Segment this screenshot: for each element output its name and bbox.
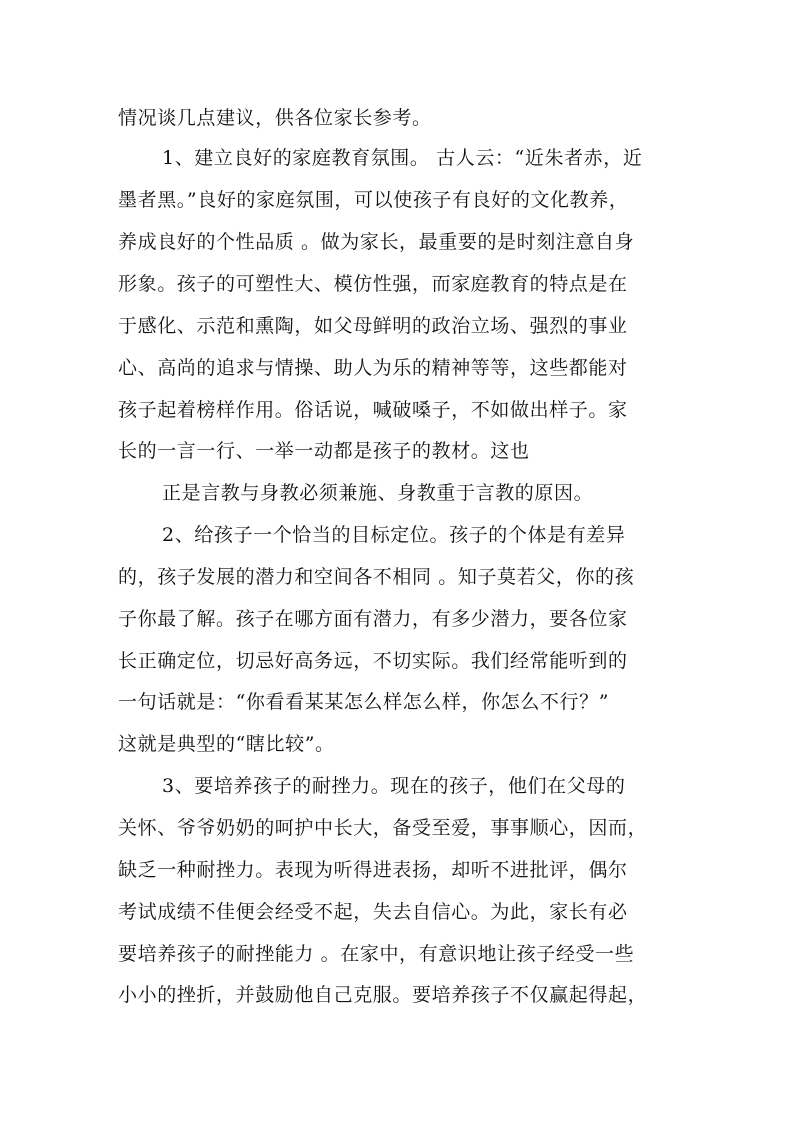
text-line-14: 长正确定位，切忌好高务远，不切实际。我们经常能听到的 <box>118 650 628 672</box>
text-line-21: 要培养孩子的耐挫能力 。在家中，有意识地让孩子经受一些 <box>118 943 635 965</box>
text-line-17: 3、要培养孩子的耐挫力。现在的孩子，他们在父母的 <box>162 775 626 797</box>
text-line-10: 正是言教与身教必须兼施、身教重于言教的原因。 <box>162 482 594 504</box>
text-line-8: 孩子起着榜样作用。俗话说，喊破嗓子，不如做出样子。家 <box>118 399 628 421</box>
text-line-12: 的，孩子发展的潜力和空间各不相同 。知子莫若父，你的孩 <box>118 566 635 588</box>
text-line-19: 缺乏一种耐挫力。表现为听得进表扬，却听不进批评，偶尔 <box>118 859 628 881</box>
text-line-2: 1、建立良好的家庭教育氛围。 古人云：“近朱者赤，近 <box>162 147 643 169</box>
text-line-5: 形象。孩子的可塑性大、模仿性强，而家庭教育的特点是在 <box>118 273 628 295</box>
text-line-22: 小小的挫折，并鼓励他自己克服。要培养孩子不仅赢起得起， <box>118 984 648 1006</box>
text-line-4: 养成良好的个性品质 。做为家长，最重要的是时刻注意自身 <box>118 231 635 253</box>
text-line-15: 一句话就是：“你看看某某怎么样怎么样，你怎么不行？” <box>118 691 610 713</box>
text-line-1: 情况谈几点建议，供各位家长参考。 <box>118 107 432 129</box>
text-line-16: 这就是典型的“瞎比较”。 <box>118 733 335 755</box>
text-line-6: 于感化、示范和熏陶，如父母鲜明的政治立场、强烈的事业 <box>118 315 628 337</box>
text-line-18: 关怀、爷爷奶奶的呵护中长大，备受至爱，事事顺心，因而， <box>118 817 648 839</box>
text-line-3: 墨者黑。”良好的家庭氛围，可以使孩子有良好的文化教养， <box>118 189 629 211</box>
text-line-7: 心、高尚的追求与情操、助人为乐的精神等等，这些都能对 <box>118 357 628 379</box>
text-line-11: 2、给孩子一个恰当的目标定位。孩子的个体是有差异 <box>162 524 626 546</box>
text-line-20: 考试成绩不佳便会经受不起，失去自信心。为此，家长有必 <box>118 901 628 923</box>
text-line-9: 长的一言一行、一举一动都是孩子的教材。这也 <box>118 440 530 462</box>
text-line-13: 子你最了解。孩子在哪方面有潜力，有多少潜力，要各位家 <box>118 608 628 630</box>
